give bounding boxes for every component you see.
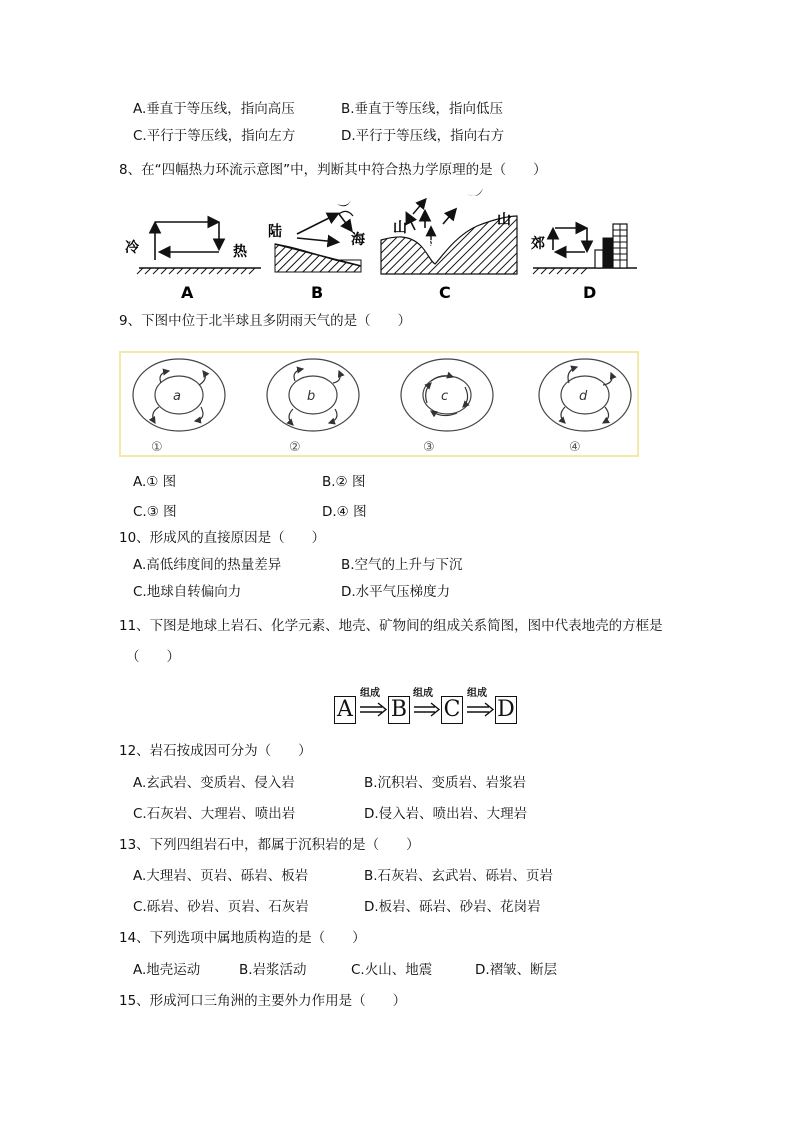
q9-option-d: D.④ 图 — [322, 504, 367, 520]
q14-stem: 14、下列选项中属地质构造的是（ ） — [119, 930, 366, 946]
q8-diagram-a — [125, 222, 261, 302]
q12-option-a: A.玄武岩、变质岩、侵入岩 — [133, 775, 295, 791]
q12-option-b: B.沉积岩、变质岩、岩浆岩 — [364, 775, 527, 791]
q7-option-c: C.平行于等压线，指向左方 — [133, 128, 296, 144]
q9-option-b: B.② 图 — [322, 474, 366, 490]
q9-mark-3: ③ — [423, 440, 435, 455]
q11-box-d: D — [495, 696, 517, 724]
q13-option-c: C.砾岩、砂岩、页岩、石灰岩 — [133, 899, 309, 915]
q8-diagram-c — [381, 188, 517, 302]
q9-option-c: C.③ 图 — [133, 504, 177, 520]
q14-option-a: A.地壳运动 — [133, 962, 201, 978]
q8-c-label-mountain-left: 山 — [393, 220, 407, 236]
q7-option-b: B.垂直于等压线，指向低压 — [341, 101, 504, 117]
q9-center-a: a — [173, 389, 181, 404]
q10-option-d: D.水平气压梯度力 — [341, 584, 451, 600]
q11-arrows — [360, 703, 493, 716]
q11-arrow-label-3: 组成 — [467, 688, 487, 699]
q8-stem: 8、在“四幅热力环流示意图”中，判断其中符合热力学原理的是（ ） — [119, 162, 547, 178]
q9-center-d: d — [579, 389, 588, 404]
q11-stem-continuation: （ ） — [126, 649, 180, 665]
q8-b-letter: B — [311, 283, 324, 302]
q9-diagram-4 — [539, 359, 631, 455]
q8-c-label-mountain-right: 山 — [497, 212, 511, 228]
q9-center-b: b — [307, 389, 316, 404]
q8-a-letter: A — [181, 283, 194, 302]
q9-mark-2: ② — [289, 440, 301, 455]
q13-option-d: D.板岩、砾岩、砂岩、花岗岩 — [364, 899, 541, 915]
q8-c-label-valley: 谷 — [423, 239, 436, 253]
q8-c-letter: C — [439, 283, 451, 302]
q11-stem: 11、下图是地球上岩石、化学元素、地壳、矿物间的组成关系简图，图中代表地壳的方框是 — [119, 618, 663, 634]
q11-flow-diagram — [330, 684, 526, 728]
q8-d-label-suburb: 郊 — [531, 236, 545, 252]
q15-stem: 15、形成河口三角洲的主要外力作用是（ ） — [119, 993, 407, 1009]
q7-option-a: A.垂直于等压线，指向高压 — [133, 101, 295, 117]
q8-diagram-d — [531, 224, 637, 302]
q11-box-b: B — [388, 696, 410, 724]
q8-d-letter: D — [583, 283, 597, 302]
q9-diagram-1 — [133, 359, 225, 455]
q10-option-b: B.空气的上升与下沉 — [341, 557, 463, 573]
q8-figure — [125, 186, 645, 302]
q11-box-a: A — [334, 696, 356, 724]
q13-stem: 13、下列四组岩石中，都属于沉积岩的是（ ） — [119, 837, 420, 853]
q11-arrow-label-1: 组成 — [360, 688, 380, 699]
q9-mark-1: ① — [151, 440, 163, 455]
q9-diagram-2 — [267, 359, 359, 455]
q9-diagram-3 — [401, 359, 493, 455]
q10-stem: 10、形成风的直接原因是（ ） — [119, 530, 326, 546]
q11-arrow-label-2: 组成 — [413, 688, 433, 699]
q9-option-a: A.① 图 — [133, 474, 177, 490]
q8-a-label-hot: 热 — [233, 244, 247, 260]
q8-b-label-land: 陆 — [268, 224, 282, 240]
q10-option-a: A.高低纬度间的热量差异 — [133, 557, 282, 573]
q9-stem: 9、下图中位于北半球且多阴雨天气的是（ ） — [119, 313, 412, 329]
q12-option-d: D.侵入岩、喷出岩、大理岩 — [364, 806, 528, 822]
q8-b-label-sea: 海 — [351, 232, 365, 248]
q14-option-d: D.褶皱、断层 — [475, 962, 558, 978]
q14-option-c: C.火山、地震 — [351, 962, 433, 978]
q11-box-c: C — [441, 696, 463, 724]
q14-option-b: B.岩浆活动 — [239, 962, 307, 978]
q12-stem: 12、岩石按成因可分为（ ） — [119, 743, 312, 759]
q8-a-label-cold: 冷 — [125, 240, 139, 256]
q7-option-d: D.平行于等压线，指向右方 — [341, 128, 505, 144]
q9-figure-frame — [119, 351, 639, 457]
q8-diagram-b — [268, 200, 366, 302]
q12-option-c: C.石灰岩、大理岩、喷出岩 — [133, 806, 296, 822]
q9-center-c: c — [441, 389, 449, 404]
q10-option-c: C.地球自转偏向力 — [133, 584, 242, 600]
q13-option-b: B.石灰岩、玄武岩、砾岩、页岩 — [364, 868, 554, 884]
q13-option-a: A.大理岩、页岩、砾岩、板岩 — [133, 868, 309, 884]
q9-mark-4: ④ — [569, 440, 581, 455]
